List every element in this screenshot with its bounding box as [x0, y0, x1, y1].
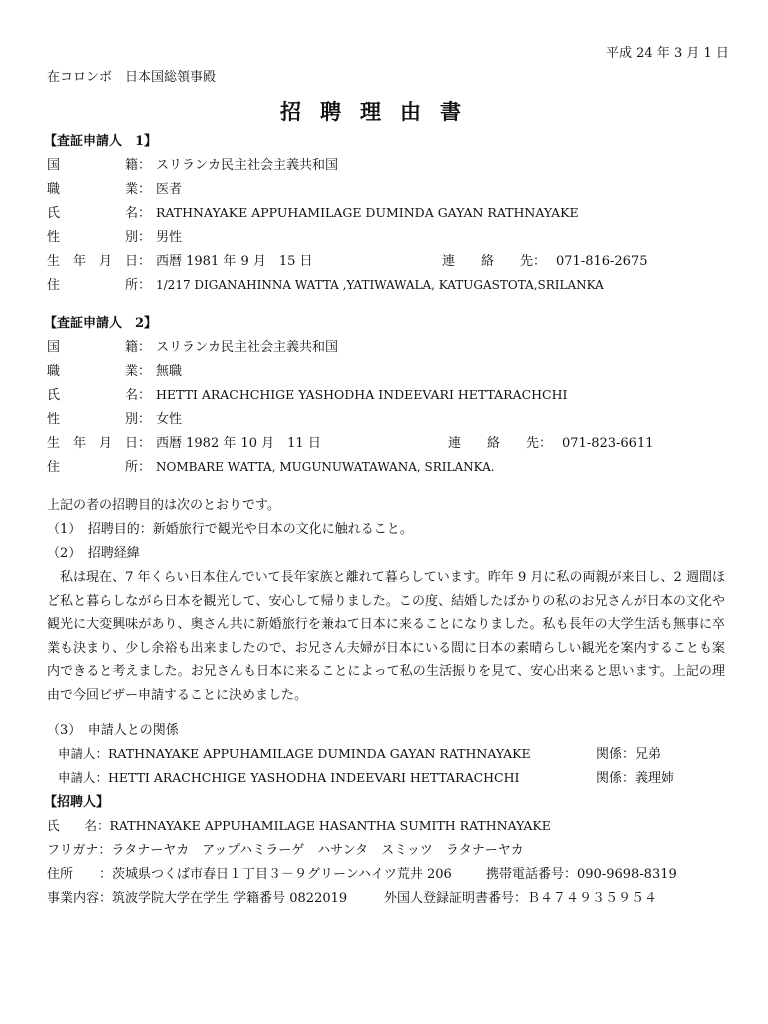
applicant1-address-value: 1/217 DIGANAHINNA WATTA ,YATIWAWALA, KATUGASTOTA,SRILANKA — [156, 278, 604, 292]
issue-date: 平成 24 年 3 月 1 日 — [606, 46, 729, 61]
applicant1-birthdate-value: 西暦 1981 年 9 月 15 日 — [156, 254, 313, 269]
applicant1-occupation-label: 職 業： — [47, 182, 152, 197]
relation-heading: （3） 申請人との関係 — [47, 723, 179, 738]
applicant2-sex-label: 性 別： — [47, 412, 152, 427]
applicant2-occupation-label: 職 業： — [47, 364, 152, 379]
applicant2-nationality-label: 国 籍： — [47, 340, 152, 355]
invitation-narrative: 私は現在、7 年くらい日本住んでいて長年家族と離れて暮らしています。昨年 9 月に私の両親が来日し、2 週間ほど私と暮らしながら日本を観光して、安心して帰りました。この度、結婚したばかりの私のお兄さんが日本の文化や観光に大変興味があり、奥さん共に新婚旅行を兼ねて日本に来ることになりました。私も長年の大学生活も無事に卒業も決まり、少し余裕も出来ましたので、お兄さん夫婦が日本にいる間に日本の素晴らしい観光を案内することも案内できると考えました。お兄さんも日本に来ることによって私の生活振りを見て、安心出来ると思います。上記の理由で今回ビザー申請することに決めました。 — [47, 570, 725, 703]
applicant1-nationality-value: スリランカ民主社会主義共和国 — [156, 158, 339, 173]
applicant2-address-label: 住 所： — [47, 460, 152, 475]
applicant1-sex-label: 性 別： — [47, 230, 152, 245]
applicant2-address-value: NOMBARE WATTA, MUGUNUWATAWANA, SRILANKA. — [156, 460, 495, 474]
purpose-intro: 上記の者の招聘目的は次のとおりです。 — [47, 498, 280, 513]
applicant2-contact-value: 071-823-6611 — [562, 436, 654, 451]
applicant1-name-value: RATHNAYAKE APPUHAMILAGE DUMINDA GAYAN RATHNAYAKE — [156, 205, 579, 220]
applicant2-heading: 【査証申請人 2】 — [44, 316, 158, 331]
applicant2-name-label: 氏 名： — [47, 388, 152, 403]
applicant2-sex-value: 女性 — [156, 412, 183, 427]
purpose-item-2: （2） 招聘経緯 — [47, 546, 140, 561]
applicant1-nationality-label: 国 籍： — [47, 158, 152, 173]
applicant2-birthdate-value: 西暦 1982 年 10 月 11 日 — [156, 436, 321, 451]
relation-value-2: 関係：義理姉 — [596, 771, 675, 786]
applicant2-contact-label: 連 絡 先： — [448, 436, 553, 451]
applicant1-contact-value: 071-816-2675 — [556, 254, 648, 269]
applicant1-contact-label: 連 絡 先： — [442, 254, 547, 269]
inviter-heading: 【招聘人】 — [44, 795, 110, 810]
applicant1-address-label: 住 所： — [47, 278, 152, 293]
purpose-item-1: （1） 招聘目的：新婚旅行で観光や日本の文化に触れること。 — [47, 522, 413, 537]
applicant1-occupation-value: 医者 — [156, 182, 183, 197]
applicant1-heading: 【査証申請人 1】 — [44, 134, 158, 149]
applicant1-birthdate-label: 生 年 月 日： — [47, 254, 152, 269]
applicant1-sex-value: 男性 — [156, 230, 183, 245]
applicant2-name-value: HETTI ARACHCHIGE YASHODHA INDEEVARI HETTARACHCHI — [156, 387, 568, 402]
inviter-mobile: 携帯電話番号：090-9698-8319 — [486, 867, 677, 882]
applicant1-name-label: 氏 名： — [47, 206, 152, 221]
inviter-occupation: 事業内容：筑波学院大学在学生 学籍番号 0822019 — [47, 891, 348, 906]
applicant2-birthdate-label: 生 年 月 日： — [47, 436, 152, 451]
applicant2-nationality-value: スリランカ民主社会主義共和国 — [156, 340, 339, 355]
inviter-address: 住所 ：茨城県つくば市春日１丁目３－９グリーンハイツ荒井 206 — [47, 867, 452, 882]
relation-applicant-1: 申請人：RATHNAYAKE APPUHAMILAGE DUMINDA GAYAN RATHNAYAKE — [58, 746, 531, 761]
relation-applicant-2: 申請人：HETTI ARACHCHIGE YASHODHA INDEEVARI HETTARACHCHI — [58, 770, 520, 785]
inviter-furigana: フリガナ：ラタナーヤカ アップハミラーゲ ハサンタ スミッツ ラタナーヤカ — [47, 843, 524, 858]
inviter-registration-number: 外国人登録証明書番号：Ｂ４７４９３５９５４ — [384, 891, 658, 906]
inviter-name: 氏 名：RATHNAYAKE APPUHAMILAGE HASANTHA SUMITH RATHNAYAKE — [47, 818, 551, 833]
addressee: 在コロンボ 日本国総領事殿 — [47, 70, 217, 85]
applicant2-occupation-value: 無職 — [156, 364, 183, 379]
relation-value-1: 関係：兄弟 — [596, 747, 662, 762]
document-title: 招聘理由書 — [280, 99, 480, 124]
